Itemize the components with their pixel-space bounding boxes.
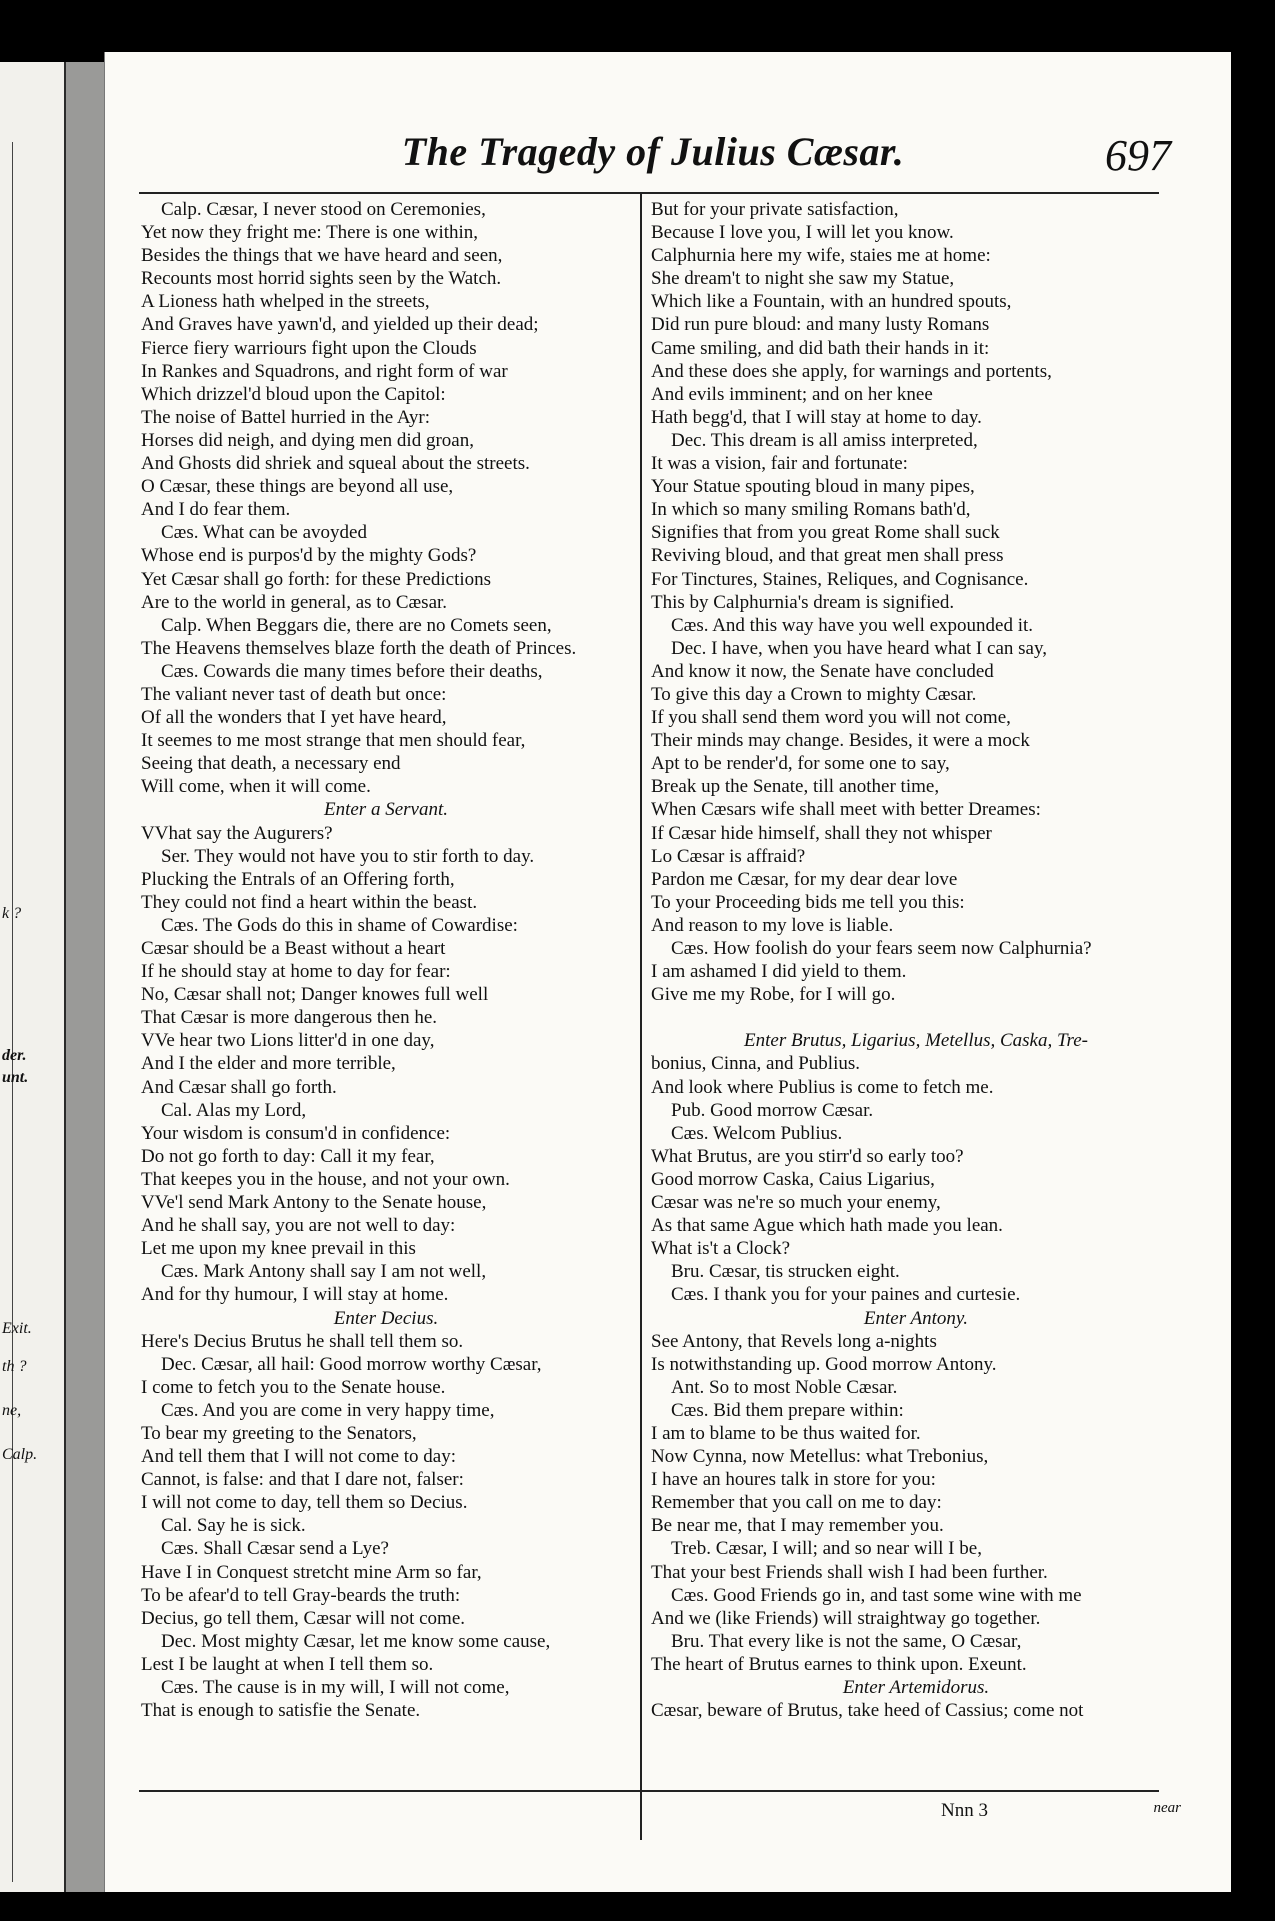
text-line: Cæs. Welcom Publius. [671, 1122, 843, 1144]
text-line: To be afear'd to tell Gray-beards the truth: [141, 1584, 461, 1606]
text-line: Calphurnia here my wife, staies me at home: [651, 245, 991, 267]
column-divider [640, 192, 642, 1840]
text-line: Treb. Cæsar, I will; and so near will I be, [671, 1538, 982, 1560]
text-line: Remember that you call on me to day: [651, 1492, 942, 1514]
text-line: And reason to my love is liable. [651, 914, 894, 936]
text-line: Will come, when it will come. [141, 776, 371, 798]
text-line: Lo Cæsar is affraid? [651, 845, 806, 867]
prev-fragment: Exit. [2, 1320, 32, 1337]
text-line: This by Calphurnia's dream is signified. [651, 591, 955, 613]
text-line: To give this day a Crown to mighty Cæsar. [651, 683, 977, 705]
text-line: To bear my greeting to the Senators, [141, 1422, 417, 1444]
text-line: VVhat say the Augurers? [141, 822, 333, 844]
text-line: In Rankes and Squadrons, and right form of war [141, 360, 508, 382]
signature-mark: Nnn 3 [941, 1800, 988, 1821]
text-line: And Ghosts did shriek and squeal about the streets. [141, 453, 530, 475]
text-line: If he should stay at home to day for fear: [141, 961, 451, 983]
text-line: Cannot, is false: and that I dare not, falser: [141, 1469, 464, 1491]
text-line: Cæs. Good Friends go in, and tast some wine with me [671, 1584, 1082, 1606]
text-line: Calp. When Beggars die, there are no Comets seen, [161, 614, 552, 636]
text-line: Their minds may change. Besides, it were a mock [651, 730, 1030, 752]
text-line: And Cæsar shall go forth. [141, 1076, 337, 1098]
text-line: Did run pure bloud: and many lusty Romans [651, 314, 990, 336]
text-line: And look where Publius is come to fetch me. [651, 1076, 994, 1098]
text-line: But for your private satisfaction, [651, 199, 899, 220]
text-line: I am to blame to be thus waited for. [651, 1422, 921, 1444]
text-line: Seeing that death, a necessary end [141, 753, 401, 775]
text-line: Apt to be render'd, for some one to say, [651, 753, 950, 775]
text-line: Enter Decius. [333, 1307, 439, 1329]
text-line: Cæs. I thank you for your paines and curtesie. [671, 1284, 1021, 1306]
text-line: I will not come to day, tell them so Decius. [141, 1492, 468, 1514]
text-line: And evils imminent; and on her knee [651, 383, 933, 405]
text-line: Cæs. Cowards die many times before their deaths, [161, 660, 543, 682]
text-line: Which drizzel'd bloud upon the Capitol: [141, 383, 446, 405]
text-line: Fierce fiery warriours fight upon the Clouds [141, 337, 477, 359]
page-number: 697 [1105, 131, 1171, 180]
text-line: bonius, Cinna, and Publius. [651, 1053, 861, 1075]
text-line: Cal. Say he is sick. [161, 1515, 306, 1537]
text-line: Cæs. The cause is in my will, I will not come, [161, 1677, 510, 1698]
text-line: Cæs. Mark Antony shall say I am not well, [161, 1261, 487, 1283]
text-line: And he shall say, you are not well to day: [141, 1215, 456, 1237]
running-title: The Tragedy of Julius Cæsar. [401, 129, 905, 174]
text-line: And we (like Friends) will straightway go together. [651, 1607, 1041, 1629]
page-header [135, 128, 1171, 190]
text-line: That your best Friends shall wish I had been further. [651, 1561, 1048, 1583]
prev-fragment: unt. [2, 1069, 29, 1086]
text-line: No, Cæsar shall not; Danger knowes full well [141, 984, 489, 1006]
text-line: She dream't to night she saw my Statue, [651, 268, 955, 290]
text-line: Cæs. Shall Cæsar send a Lye? [161, 1538, 389, 1560]
text-line: Cæs. And this way have you well expounded it. [671, 614, 1034, 636]
text-line: Dec. Most mighty Cæsar, let me know some cause, [161, 1630, 551, 1652]
prev-fragment: th ? [2, 1358, 27, 1375]
footer-rule [139, 1790, 1159, 1792]
text-line: Ser. They would not have you to stir forth to day. [161, 845, 535, 867]
text-line: Enter a Servant. [323, 799, 448, 821]
text-line: And these does she apply, for warnings and portents, [651, 360, 1052, 382]
text-line: Cæs. The Gods do this in shame of Cowardise: [161, 914, 518, 936]
text-line: VVe hear two Lions litter'd in one day, [141, 1030, 435, 1052]
text-line: Cæs. Bid them prepare within: [671, 1399, 904, 1421]
text-line: Cæsar, beware of Brutus, take heed of Cassius; come not [651, 1700, 1084, 1722]
text-line: Reviving bloud, and that great men shall press [651, 545, 1004, 567]
text-line: Your Statue spouting bloud in many pipes, [651, 476, 975, 498]
text-line: That Cæsar is more dangerous then he. [141, 1007, 438, 1029]
text-line: And know it now, the Senate have concluded [651, 660, 994, 682]
previous-page-rule [12, 142, 13, 1882]
text-line: I have an houres talk in store for you: [651, 1469, 936, 1491]
text-line: And tell them that I will not come to day: [141, 1446, 457, 1468]
text-line: Yet now they fright me: There is one within, [141, 222, 479, 244]
text-line: Plucking the Entrals of an Offering forth, [141, 868, 455, 890]
text-line: What Brutus, are you stirr'd so early too? [651, 1145, 964, 1167]
text-line: Break up the Senate, till another time, [651, 776, 940, 798]
text-line: I come to fetch you to the Senate house. [141, 1376, 446, 1398]
text-line: Do not go forth to day: Call it my fear, [141, 1145, 435, 1167]
prev-fragment: der. [2, 1047, 27, 1064]
text-line: Of all the wonders that I yet have heard, [141, 707, 447, 729]
text-line: The noise of Battel hurried in the Ayr: [141, 406, 430, 428]
text-line: Recounts most horrid sights seen by the Watch. [141, 268, 502, 290]
text-line: Whose end is purpos'd by the mighty Gods? [141, 545, 477, 567]
text-line: In which so many smiling Romans bath'd, [651, 499, 971, 521]
text-line: They could not find a heart within the beast. [141, 891, 478, 913]
prev-fragment: ne, [2, 1402, 22, 1419]
text-line: And for thy humour, I will stay at home. [141, 1284, 449, 1306]
text-line: Let me upon my knee prevail in this [141, 1238, 416, 1260]
text-line: And I do fear them. [141, 499, 291, 521]
text-line: As that same Ague which hath made you lean. [651, 1215, 1003, 1237]
text-line: Cæsar was ne're so much your enemy, [651, 1192, 941, 1214]
text-line: To your Proceeding bids me tell you this: [651, 891, 965, 913]
text-line: The heart of Brutus earnes to think upon. Exeunt. [651, 1653, 1027, 1675]
text-line: Have I in Conquest stretcht mine Arm so far, [141, 1561, 482, 1583]
text-line: Is notwithstanding up. Good morrow Antony. [651, 1353, 997, 1375]
binding-gutter [66, 62, 104, 1892]
text-line: See Antony, that Revels long a-nights [651, 1330, 937, 1352]
text-line: Signifies that from you great Rome shall suck [651, 522, 1000, 544]
text-line: It was a vision, fair and fortunate: [651, 453, 908, 475]
text-line: And Graves have yawn'd, and yielded up their dead; [141, 314, 539, 336]
text-line: Horses did neigh, and dying men did groan, [141, 429, 474, 451]
text-line: Give me my Robe, for I will go. [651, 984, 896, 1006]
text-line: Pardon me Cæsar, for my dear dear love [651, 868, 958, 890]
text-line: What is't a Clock? [651, 1238, 791, 1260]
text-line: Cæs. What can be avoyded [161, 522, 367, 544]
text-line: Lest I be laught at when I tell them so. [141, 1653, 434, 1675]
text-line: That is enough to satisfie the Senate. [141, 1700, 421, 1722]
left-text-column [141, 198, 631, 1722]
book-page [104, 52, 1231, 1892]
text-line: If Cæsar hide himself, shall they not whisper [651, 822, 992, 844]
text-line: Decius, go tell them, Cæsar will not come. [141, 1607, 466, 1629]
text-line: Calp. Cæsar, I never stood on Ceremonies, [161, 199, 486, 220]
text-line: Dec. This dream is all amiss interpreted, [671, 429, 978, 451]
text-line: Came smiling, and did bath their hands in it: [651, 337, 990, 359]
text-line: Enter Antony. [863, 1307, 969, 1329]
prev-fragment: k ? [2, 905, 22, 922]
text-line: It seemes to me most strange that men should fear, [141, 730, 526, 752]
previous-page-edge [0, 62, 66, 1892]
prev-fragment: Calp. [2, 1446, 38, 1463]
text-line: And I the elder and more terrible, [141, 1053, 396, 1075]
text-line: The Heavens themselves blaze forth the death of Princes. [141, 637, 577, 659]
text-line: Bru. Cæsar, tis strucken eight. [671, 1261, 900, 1283]
header-rule [139, 192, 1159, 194]
text-line: Here's Decius Brutus he shall tell them so. [141, 1330, 464, 1352]
text-line [651, 1006, 1181, 1029]
text-line: A Lioness hath whelped in the streets, [141, 291, 430, 313]
text-line: For Tinctures, Staines, Reliques, and Cognisance. [651, 568, 1029, 590]
text-line: Be near me, that I may remember you. [651, 1515, 944, 1537]
text-line: I am ashamed I did yield to them. [651, 961, 907, 983]
text-line: Ant. So to most Noble Cæsar. [671, 1376, 898, 1398]
text-line: Besides the things that we have heard and seen, [141, 245, 503, 267]
text-line: Pub. Good morrow Cæsar. [671, 1099, 874, 1121]
text-line: Yet Cæsar shall go forth: for these Predictions [141, 568, 492, 590]
text-line: When Cæsars wife shall meet with better Dreames: [651, 799, 1041, 821]
text-line: If you shall send them word you will not come, [651, 707, 1011, 729]
text-line: Good morrow Caska, Caius Ligarius, [651, 1168, 935, 1190]
text-line: The valiant never tast of death but once: [141, 683, 447, 705]
text-line: Which like a Fountain, with an hundred spouts, [651, 291, 1012, 313]
text-line: Because I love you, I will let you know. [651, 222, 954, 244]
text-line: Cæs. How foolish do your fears seem now Calphurnia? [671, 938, 1092, 959]
text-line: Enter Brutus, Ligarius, Metellus, Caska, Tre- [744, 1030, 1088, 1052]
text-line: Cæsar should be a Beast without a heart [141, 938, 446, 959]
text-line: Dec. I have, when you have heard what I can say, [671, 637, 1047, 659]
text-line: Cal. Alas my Lord, [161, 1099, 307, 1121]
right-text-column [651, 198, 1181, 1722]
text-line: Bru. That every like is not the same, O Cæsar, [671, 1630, 1022, 1652]
text-line: VVe'l send Mark Antony to the Senate house, [141, 1192, 487, 1214]
text-line: Your wisdom is consum'd in confidence: [141, 1122, 451, 1144]
text-line: O Cæsar, these things are beyond all use, [141, 476, 454, 498]
catchword: near [1153, 1800, 1181, 1816]
text-line: Cæs. And you are come in very happy time, [161, 1399, 495, 1421]
text-line: Now Cynna, now Metellus: what Trebonius, [651, 1446, 989, 1468]
text-line: That keepes you in the house, and not your own. [141, 1168, 510, 1190]
text-line: Are to the world in general, as to Cæsar. [141, 591, 448, 613]
text-line: Hath begg'd, that I will stay at home to day. [651, 406, 982, 428]
text-line: Dec. Cæsar, all hail: Good morrow worthy Cæsar, [161, 1353, 542, 1375]
text-line: Enter Artemidorus. [842, 1677, 990, 1698]
